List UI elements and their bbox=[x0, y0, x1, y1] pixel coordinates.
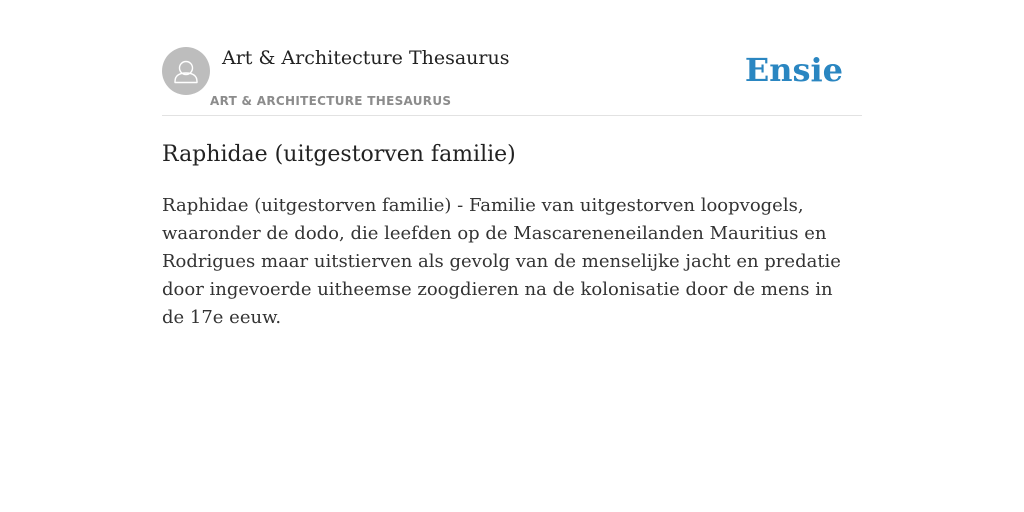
source-header bbox=[162, 0, 862, 116]
brand-logo-link[interactable]: Ensie bbox=[744, 51, 843, 89]
article-title: Raphidae (uitgestorven familie) bbox=[162, 142, 516, 167]
user-avatar-icon[interactable] bbox=[162, 47, 210, 95]
source-label: ART & ARCHITECTURE THESAURUS bbox=[210, 94, 452, 108]
article-body: Raphidae (uitgestorven familie) - Familie van uitgestorven loopvogels, waaronder de dodo, die leefden op de Mascareneneilanden Mauritius en Rodrigues maar uitstierven als gevolg van de menselijke jacht en predatie door ingevoerde uitheemse zoogdieren na de kolonisatie door de mens in de 17e eeuw. bbox=[162, 195, 841, 328]
source-name-link[interactable]: Art & Architecture Thesaurus bbox=[222, 47, 510, 69]
person-outline-icon bbox=[162, 47, 210, 95]
